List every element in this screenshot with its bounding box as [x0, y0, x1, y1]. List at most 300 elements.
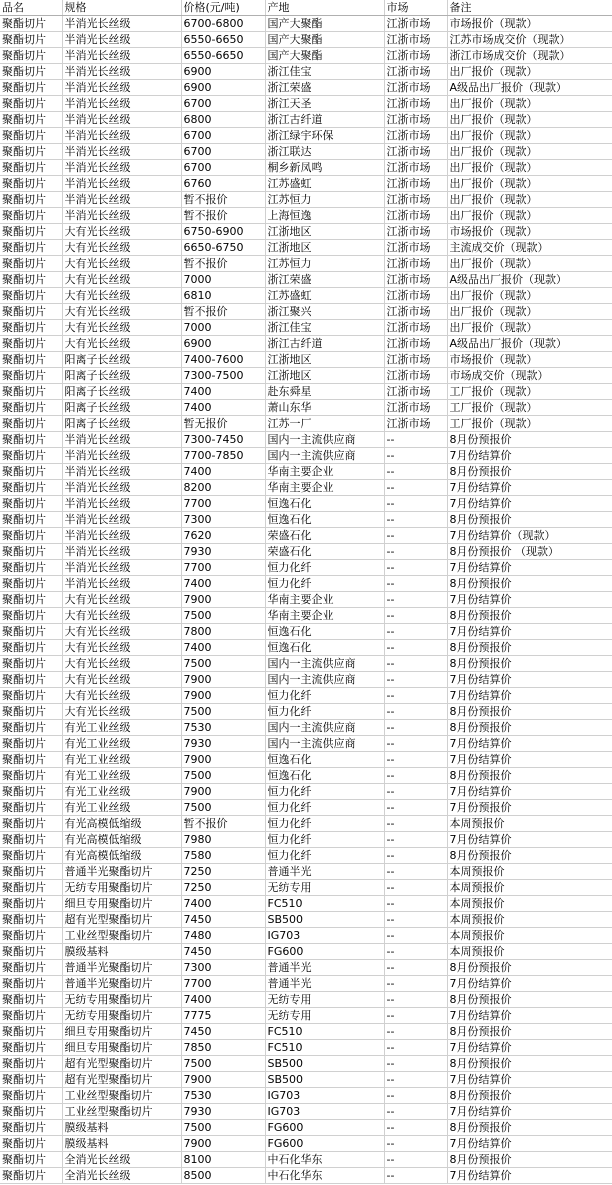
origin-cell: 赴东舜星 [265, 384, 384, 400]
market-cell: -- [384, 448, 447, 464]
remark-cell: 市场报价（现款） [447, 16, 612, 32]
spec-cell: 半消光长丝级 [62, 64, 181, 80]
remark-cell: 7月份结算价 [447, 624, 612, 640]
remark-cell: 8月份预报价 [447, 960, 612, 976]
spec-cell: 有光工业丝级 [62, 784, 181, 800]
spec-cell: 半消光长丝级 [62, 480, 181, 496]
origin-cell: 浙江古纤道 [265, 336, 384, 352]
price-cell: 6810 [181, 288, 265, 304]
product-cell: 聚酯切片 [0, 400, 62, 416]
product-cell: 聚酯切片 [0, 176, 62, 192]
product-cell: 聚酯切片 [0, 1136, 62, 1152]
product-cell: 聚酯切片 [0, 768, 62, 784]
product-cell: 聚酯切片 [0, 144, 62, 160]
spec-cell: 大有光长丝级 [62, 640, 181, 656]
price-cell: 7700 [181, 976, 265, 992]
origin-cell: 恒力化纤 [265, 816, 384, 832]
remark-cell: 市场报价（现款） [447, 352, 612, 368]
origin-cell: SB500 [265, 1072, 384, 1088]
product-cell: 聚酯切片 [0, 80, 62, 96]
remark-cell: 市场报价（现款） [447, 224, 612, 240]
spec-cell: 半消光长丝级 [62, 160, 181, 176]
spec-cell: 阳离子长丝级 [62, 384, 181, 400]
table-row [0, 96, 612, 112]
table-row [0, 864, 612, 880]
table-row [0, 480, 612, 496]
price-cell: 7450 [181, 1024, 265, 1040]
product-cell: 聚酯切片 [0, 1168, 62, 1184]
price-cell: 6760 [181, 176, 265, 192]
origin-cell: FC510 [265, 1040, 384, 1056]
product-cell: 聚酯切片 [0, 704, 62, 720]
product-cell: 聚酯切片 [0, 1088, 62, 1104]
remark-cell: 7月份结算价 [447, 496, 612, 512]
product-cell: 聚酯切片 [0, 560, 62, 576]
product-cell: 聚酯切片 [0, 208, 62, 224]
remark-cell: 8月份预报价 [447, 1152, 612, 1168]
spec-cell: 无纺专用聚酯切片 [62, 880, 181, 896]
table-row [0, 512, 612, 528]
spec-cell: 半消光长丝级 [62, 560, 181, 576]
market-cell: 江浙市场 [384, 176, 447, 192]
spec-cell: 细旦专用聚酯切片 [62, 896, 181, 912]
product-cell: 聚酯切片 [0, 832, 62, 848]
remark-cell: 7月份结算价 [447, 736, 612, 752]
product-cell: 聚酯切片 [0, 272, 62, 288]
remark-cell: 出厂报价（现款） [447, 192, 612, 208]
price-cell: 7900 [181, 784, 265, 800]
remark-cell: 浙江市场成交价（现款） [447, 48, 612, 64]
origin-cell: 国内一主流供应商 [265, 656, 384, 672]
header-product: 品名 [0, 0, 62, 16]
origin-cell: 华南主要企业 [265, 480, 384, 496]
remark-cell: A级品出厂报价（现款） [447, 336, 612, 352]
origin-cell: 普通半光 [265, 864, 384, 880]
origin-cell: 恒逸石化 [265, 768, 384, 784]
product-cell: 聚酯切片 [0, 784, 62, 800]
origin-cell: FG600 [265, 1136, 384, 1152]
price-cell: 7620 [181, 528, 265, 544]
price-cell: 7930 [181, 1104, 265, 1120]
product-cell: 聚酯切片 [0, 240, 62, 256]
table-row [0, 576, 612, 592]
market-cell: -- [384, 576, 447, 592]
market-cell: -- [384, 1136, 447, 1152]
product-cell: 聚酯切片 [0, 32, 62, 48]
table-row [0, 944, 612, 960]
remark-cell: 8月份预报价 [447, 1056, 612, 1072]
table-row [0, 496, 612, 512]
spec-cell: 有光高模低缩级 [62, 832, 181, 848]
product-cell: 聚酯切片 [0, 224, 62, 240]
origin-cell: 中石化华东 [265, 1168, 384, 1184]
spec-cell: 半消光长丝级 [62, 544, 181, 560]
table-row [0, 352, 612, 368]
product-cell: 聚酯切片 [0, 192, 62, 208]
price-cell: 7450 [181, 912, 265, 928]
product-cell: 聚酯切片 [0, 256, 62, 272]
spec-cell: 半消光长丝级 [62, 176, 181, 192]
origin-cell: 江浙地区 [265, 368, 384, 384]
product-cell: 聚酯切片 [0, 128, 62, 144]
market-cell: 江浙市场 [384, 400, 447, 416]
price-cell: 7250 [181, 864, 265, 880]
product-cell: 聚酯切片 [0, 160, 62, 176]
origin-cell: IG703 [265, 1104, 384, 1120]
table-row [0, 192, 612, 208]
table-row [0, 112, 612, 128]
price-cell: 6900 [181, 64, 265, 80]
origin-cell: 华南主要企业 [265, 592, 384, 608]
product-cell: 聚酯切片 [0, 880, 62, 896]
origin-cell: 恒力化纤 [265, 576, 384, 592]
spec-cell: 大有光长丝级 [62, 336, 181, 352]
market-cell: 江浙市场 [384, 336, 447, 352]
origin-cell: 国内一主流供应商 [265, 448, 384, 464]
market-cell: -- [384, 688, 447, 704]
product-cell: 聚酯切片 [0, 1120, 62, 1136]
origin-cell: 浙江古纤道 [265, 112, 384, 128]
product-cell: 聚酯切片 [0, 688, 62, 704]
market-cell: -- [384, 928, 447, 944]
table-row [0, 1072, 612, 1088]
origin-cell: 江苏一厂 [265, 416, 384, 432]
product-cell: 聚酯切片 [0, 48, 62, 64]
origin-cell: 国内一主流供应商 [265, 736, 384, 752]
price-cell: 暂不报价 [181, 208, 265, 224]
spec-cell: 半消光长丝级 [62, 48, 181, 64]
remark-cell: 7月份结算价 [447, 672, 612, 688]
product-cell: 聚酯切片 [0, 544, 62, 560]
price-cell: 6900 [181, 80, 265, 96]
spec-cell: 大有光长丝级 [62, 704, 181, 720]
spec-cell: 膜级基料 [62, 1136, 181, 1152]
price-cell: 7400 [181, 576, 265, 592]
table-row [0, 400, 612, 416]
market-cell: -- [384, 464, 447, 480]
spec-cell: 阳离子长丝级 [62, 352, 181, 368]
origin-cell: 无纺专用 [265, 880, 384, 896]
origin-cell: 国产大聚酯 [265, 32, 384, 48]
price-cell: 6800 [181, 112, 265, 128]
spec-cell: 阳离子长丝级 [62, 416, 181, 432]
spec-cell: 无纺专用聚酯切片 [62, 1008, 181, 1024]
header-origin: 产地 [265, 0, 384, 16]
market-cell: -- [384, 768, 447, 784]
product-cell: 聚酯切片 [0, 16, 62, 32]
spec-cell: 大有光长丝级 [62, 304, 181, 320]
spec-cell: 半消光长丝级 [62, 192, 181, 208]
product-cell: 聚酯切片 [0, 752, 62, 768]
table-row [0, 656, 612, 672]
price-cell: 7300 [181, 960, 265, 976]
market-cell: 江浙市场 [384, 352, 447, 368]
product-cell: 聚酯切片 [0, 608, 62, 624]
spec-cell: 有光工业丝级 [62, 720, 181, 736]
product-cell: 聚酯切片 [0, 368, 62, 384]
origin-cell: 恒力化纤 [265, 560, 384, 576]
product-cell: 聚酯切片 [0, 1104, 62, 1120]
spec-cell: 大有光长丝级 [62, 656, 181, 672]
remark-cell: 8月份预报价 [447, 848, 612, 864]
origin-cell: 恒逸石化 [265, 496, 384, 512]
price-cell: 7500 [181, 1056, 265, 1072]
price-cell: 7900 [181, 1136, 265, 1152]
market-cell: -- [384, 624, 447, 640]
table-row [0, 288, 612, 304]
market-cell: -- [384, 864, 447, 880]
table-row [0, 736, 612, 752]
market-cell: -- [384, 848, 447, 864]
spec-cell: 半消光长丝级 [62, 528, 181, 544]
remark-cell: 出厂报价（现款） [447, 176, 612, 192]
remark-cell: 8月份预报价 [447, 512, 612, 528]
remark-cell: A级品出厂报价（现款） [447, 80, 612, 96]
product-cell: 聚酯切片 [0, 1008, 62, 1024]
market-cell: -- [384, 1152, 447, 1168]
product-cell: 聚酯切片 [0, 1040, 62, 1056]
remark-cell: 7月份结算价 [447, 1072, 612, 1088]
origin-cell: 国产大聚酯 [265, 16, 384, 32]
product-cell: 聚酯切片 [0, 912, 62, 928]
origin-cell: 江苏恒力 [265, 192, 384, 208]
origin-cell: IG703 [265, 1088, 384, 1104]
price-cell: 7700-7850 [181, 448, 265, 464]
price-cell: 7480 [181, 928, 265, 944]
spec-cell: 工业丝型聚酯切片 [62, 1104, 181, 1120]
origin-cell: 浙江荣盛 [265, 80, 384, 96]
table-row [0, 32, 612, 48]
market-cell: -- [384, 816, 447, 832]
origin-cell: 无纺专用 [265, 1008, 384, 1024]
table-row [0, 1120, 612, 1136]
remark-cell: 8月份预报价 [447, 576, 612, 592]
origin-cell: 中石化华东 [265, 1152, 384, 1168]
remark-cell: 工厂报价（现款） [447, 400, 612, 416]
price-cell: 8500 [181, 1168, 265, 1184]
table-row [0, 304, 612, 320]
price-cell: 7800 [181, 624, 265, 640]
table-row [0, 48, 612, 64]
spec-cell: 细旦专用聚酯切片 [62, 1040, 181, 1056]
table-row [0, 448, 612, 464]
market-cell: 江浙市场 [384, 320, 447, 336]
price-cell: 7400 [181, 992, 265, 1008]
origin-cell: FG600 [265, 1120, 384, 1136]
product-cell: 聚酯切片 [0, 720, 62, 736]
market-cell: -- [384, 560, 447, 576]
table-row [0, 544, 612, 560]
table-row [0, 80, 612, 96]
spec-cell: 有光高模低缩级 [62, 848, 181, 864]
product-cell: 聚酯切片 [0, 1072, 62, 1088]
table-row [0, 160, 612, 176]
remark-cell: 7月份结算价 [447, 976, 612, 992]
market-cell: 江浙市场 [384, 240, 447, 256]
remark-cell: 8月份预报价 [447, 768, 612, 784]
remark-cell: 出厂报价（现款） [447, 160, 612, 176]
origin-cell: 普通半光 [265, 960, 384, 976]
market-cell: -- [384, 800, 447, 816]
spec-cell: 工业丝型聚酯切片 [62, 1088, 181, 1104]
market-cell: -- [384, 832, 447, 848]
remark-cell: 出厂报价（现款） [447, 64, 612, 80]
spec-cell: 超有光型聚酯切片 [62, 1056, 181, 1072]
price-cell: 7700 [181, 496, 265, 512]
origin-cell: 江苏盛虹 [265, 176, 384, 192]
market-cell: 江浙市场 [384, 80, 447, 96]
price-cell: 6700 [181, 96, 265, 112]
market-cell: 江浙市场 [384, 128, 447, 144]
table-row [0, 592, 612, 608]
market-cell: -- [384, 656, 447, 672]
price-cell: 7300-7500 [181, 368, 265, 384]
spec-cell: 半消光长丝级 [62, 128, 181, 144]
table-row [0, 528, 612, 544]
origin-cell: 浙江荣盛 [265, 272, 384, 288]
origin-cell: 国产大聚酯 [265, 48, 384, 64]
spec-cell: 有光工业丝级 [62, 736, 181, 752]
remark-cell: 工厂报价（现款） [447, 416, 612, 432]
price-cell: 暂无报价 [181, 416, 265, 432]
table-row [0, 416, 612, 432]
table-row [0, 1104, 612, 1120]
market-cell: -- [384, 1088, 447, 1104]
origin-cell: 国内一主流供应商 [265, 432, 384, 448]
spec-cell: 半消光长丝级 [62, 208, 181, 224]
price-cell: 7400 [181, 896, 265, 912]
spec-cell: 半消光长丝级 [62, 496, 181, 512]
origin-cell: 恒逸石化 [265, 624, 384, 640]
market-cell: 江浙市场 [384, 208, 447, 224]
spec-cell: 超有光型聚酯切片 [62, 1072, 181, 1088]
origin-cell: 恒力化纤 [265, 688, 384, 704]
remark-cell: 7月份结算价 [447, 1104, 612, 1120]
price-cell: 7250 [181, 880, 265, 896]
remark-cell: 8月份预报价 [447, 992, 612, 1008]
price-cell: 7300 [181, 512, 265, 528]
price-cell: 7500 [181, 800, 265, 816]
market-cell: -- [384, 1120, 447, 1136]
price-cell: 7900 [181, 672, 265, 688]
spec-cell: 大有光长丝级 [62, 288, 181, 304]
product-cell: 聚酯切片 [0, 496, 62, 512]
table-row [0, 720, 612, 736]
spec-cell: 半消光长丝级 [62, 448, 181, 464]
price-cell: 暂不报价 [181, 304, 265, 320]
origin-cell: 国内一主流供应商 [265, 720, 384, 736]
product-cell: 聚酯切片 [0, 432, 62, 448]
price-cell: 6750-6900 [181, 224, 265, 240]
price-cell: 7500 [181, 768, 265, 784]
product-cell: 聚酯切片 [0, 576, 62, 592]
product-cell: 聚酯切片 [0, 304, 62, 320]
product-cell: 聚酯切片 [0, 336, 62, 352]
remark-cell: 7月份结算价 [447, 560, 612, 576]
spec-cell: 阳离子长丝级 [62, 400, 181, 416]
spec-cell: 大有光长丝级 [62, 272, 181, 288]
price-cell: 8100 [181, 1152, 265, 1168]
market-cell: -- [384, 1008, 447, 1024]
price-cell: 7930 [181, 736, 265, 752]
remark-cell: 本周预报价 [447, 912, 612, 928]
price-cell: 7700 [181, 560, 265, 576]
table-row [0, 784, 612, 800]
product-cell: 聚酯切片 [0, 416, 62, 432]
origin-cell: 恒逸石化 [265, 752, 384, 768]
spec-cell: 无纺专用聚酯切片 [62, 992, 181, 1008]
table-row [0, 208, 612, 224]
origin-cell: 华南主要企业 [265, 464, 384, 480]
price-cell: 7530 [181, 1088, 265, 1104]
price-cell: 6700 [181, 144, 265, 160]
remark-cell: 工厂报价（现款） [447, 384, 612, 400]
table-row [0, 1088, 612, 1104]
table-row [0, 336, 612, 352]
table-row [0, 672, 612, 688]
remark-cell: 出厂报价（现款） [447, 128, 612, 144]
origin-cell: 浙江绿宇环保 [265, 128, 384, 144]
table-row [0, 384, 612, 400]
origin-cell: 萧山东华 [265, 400, 384, 416]
table-row [0, 688, 612, 704]
price-cell: 7530 [181, 720, 265, 736]
market-cell: 江浙市场 [384, 32, 447, 48]
spec-cell: 大有光长丝级 [62, 320, 181, 336]
market-cell: -- [384, 720, 447, 736]
header-market: 市场 [384, 0, 447, 16]
origin-cell: 恒力化纤 [265, 832, 384, 848]
table-row [0, 640, 612, 656]
table-row [0, 992, 612, 1008]
remark-cell: 8月份预报价 [447, 720, 612, 736]
table-row [0, 912, 612, 928]
remark-cell: 8月份预报价 （现款） [447, 544, 612, 560]
product-cell: 聚酯切片 [0, 640, 62, 656]
market-cell: -- [384, 1168, 447, 1184]
remark-cell: A级品出厂报价（现款） [447, 272, 612, 288]
market-cell: -- [384, 432, 447, 448]
table-row [0, 976, 612, 992]
remark-cell: 7月份结算价 [447, 1168, 612, 1184]
product-cell: 聚酯切片 [0, 464, 62, 480]
product-cell: 聚酯切片 [0, 64, 62, 80]
product-cell: 聚酯切片 [0, 1152, 62, 1168]
market-cell: -- [384, 1072, 447, 1088]
market-cell: -- [384, 640, 447, 656]
product-cell: 聚酯切片 [0, 1024, 62, 1040]
spec-cell: 半消光长丝级 [62, 576, 181, 592]
origin-cell: 上海恒逸 [265, 208, 384, 224]
market-cell: -- [384, 480, 447, 496]
remark-cell: 7月份结算价 [447, 592, 612, 608]
table-row [0, 432, 612, 448]
remark-cell: 本周预报价 [447, 896, 612, 912]
product-cell: 聚酯切片 [0, 672, 62, 688]
product-cell: 聚酯切片 [0, 320, 62, 336]
price-cell: 7300-7450 [181, 432, 265, 448]
market-cell: -- [384, 944, 447, 960]
market-cell: 江浙市场 [384, 368, 447, 384]
product-cell: 聚酯切片 [0, 864, 62, 880]
market-cell: 江浙市场 [384, 112, 447, 128]
market-cell: 江浙市场 [384, 16, 447, 32]
spec-cell: 半消光长丝级 [62, 16, 181, 32]
table-row [0, 704, 612, 720]
market-cell: -- [384, 736, 447, 752]
market-cell: 江浙市场 [384, 224, 447, 240]
spec-cell: 半消光长丝级 [62, 432, 181, 448]
